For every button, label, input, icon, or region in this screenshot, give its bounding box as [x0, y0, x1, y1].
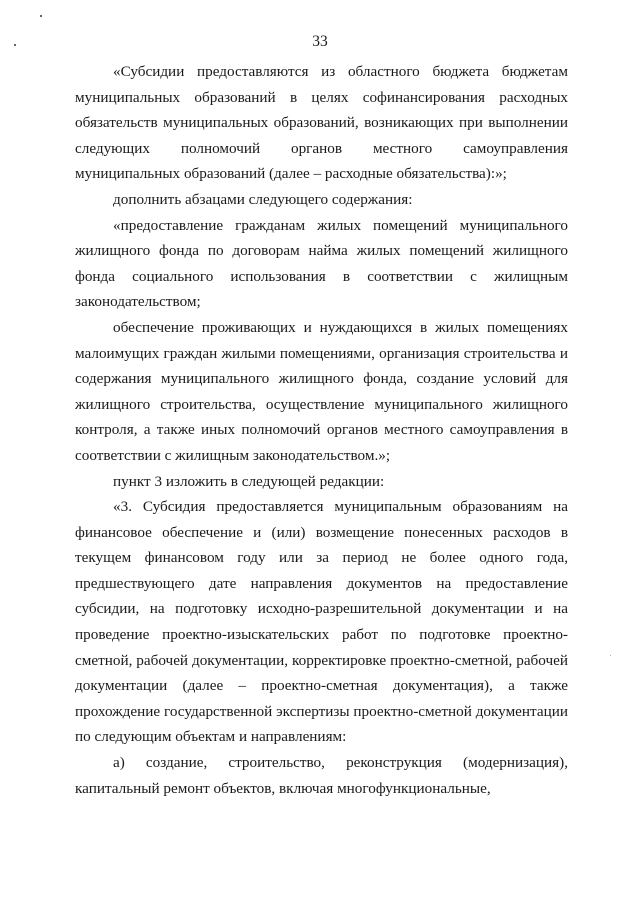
paragraph-clause-3: «3. Субсидия предоставляется муниципальным образованиям на финансовое обеспечение и (или) возмещение понесенных расходов в текущем финансовом году или за период не более одного года, предшествующего дате направления документов на предоставление субсидии, на подготовку исходно-разрешительной документации и на проведение проектно-изыскательских работ по подготовке проектно-сметной, рабочей документации, корректировке проектно-сметной, рабочей документации (далее – проектно-сметная документация), а также прохождение государственной экспертизы проектно-сметной документации по следующим объектам и направлениям:: [75, 498, 568, 746]
page-number: 33: [312, 33, 328, 50]
scan-speck: [610, 655, 611, 656]
paragraph-item-a: а) создание, строительство, реконструкция (модернизация), капитальный ремонт объектов, включая многофункциональные,: [75, 754, 568, 797]
document-body: [75, 59, 568, 801]
paragraph-housing-provision: «предоставление гражданам жилых помещений муниципального жилищного фонда по договорам найма жилых помещений жилищного фонда социального использования в соответствии с жилищным законодательством;: [75, 216, 568, 311]
paragraph-housing-support: обеспечение проживающих и нуждающихся в жилых помещениях малоимущих граждан жилыми помещениями, организация строительства и содержания муниципального жилищного фонда, создание условий для жилищного строительства, осуществление муниципального жилищного контроля, а также иных полномочий органов местного самоуправления в соответствии с жилищным законодательством.»;: [75, 318, 568, 464]
scan-speck: [40, 15, 42, 17]
paragraph-add-clauses: дополнить абзацами следующего содержания:: [113, 190, 413, 208]
paragraph-clause-3-intro: пункт 3 изложить в следующей редакции:: [113, 472, 385, 490]
paragraph-subsidies-purpose: «Субсидии предоставляются из областного бюджета бюджетам муниципальных образований в целях софинансирования расходных обязательств муниципальных образований, возникающих при выполнении следующих полномочий органов местного самоуправления муниципальных образований (далее – расходные обязательства):»;: [75, 63, 568, 183]
